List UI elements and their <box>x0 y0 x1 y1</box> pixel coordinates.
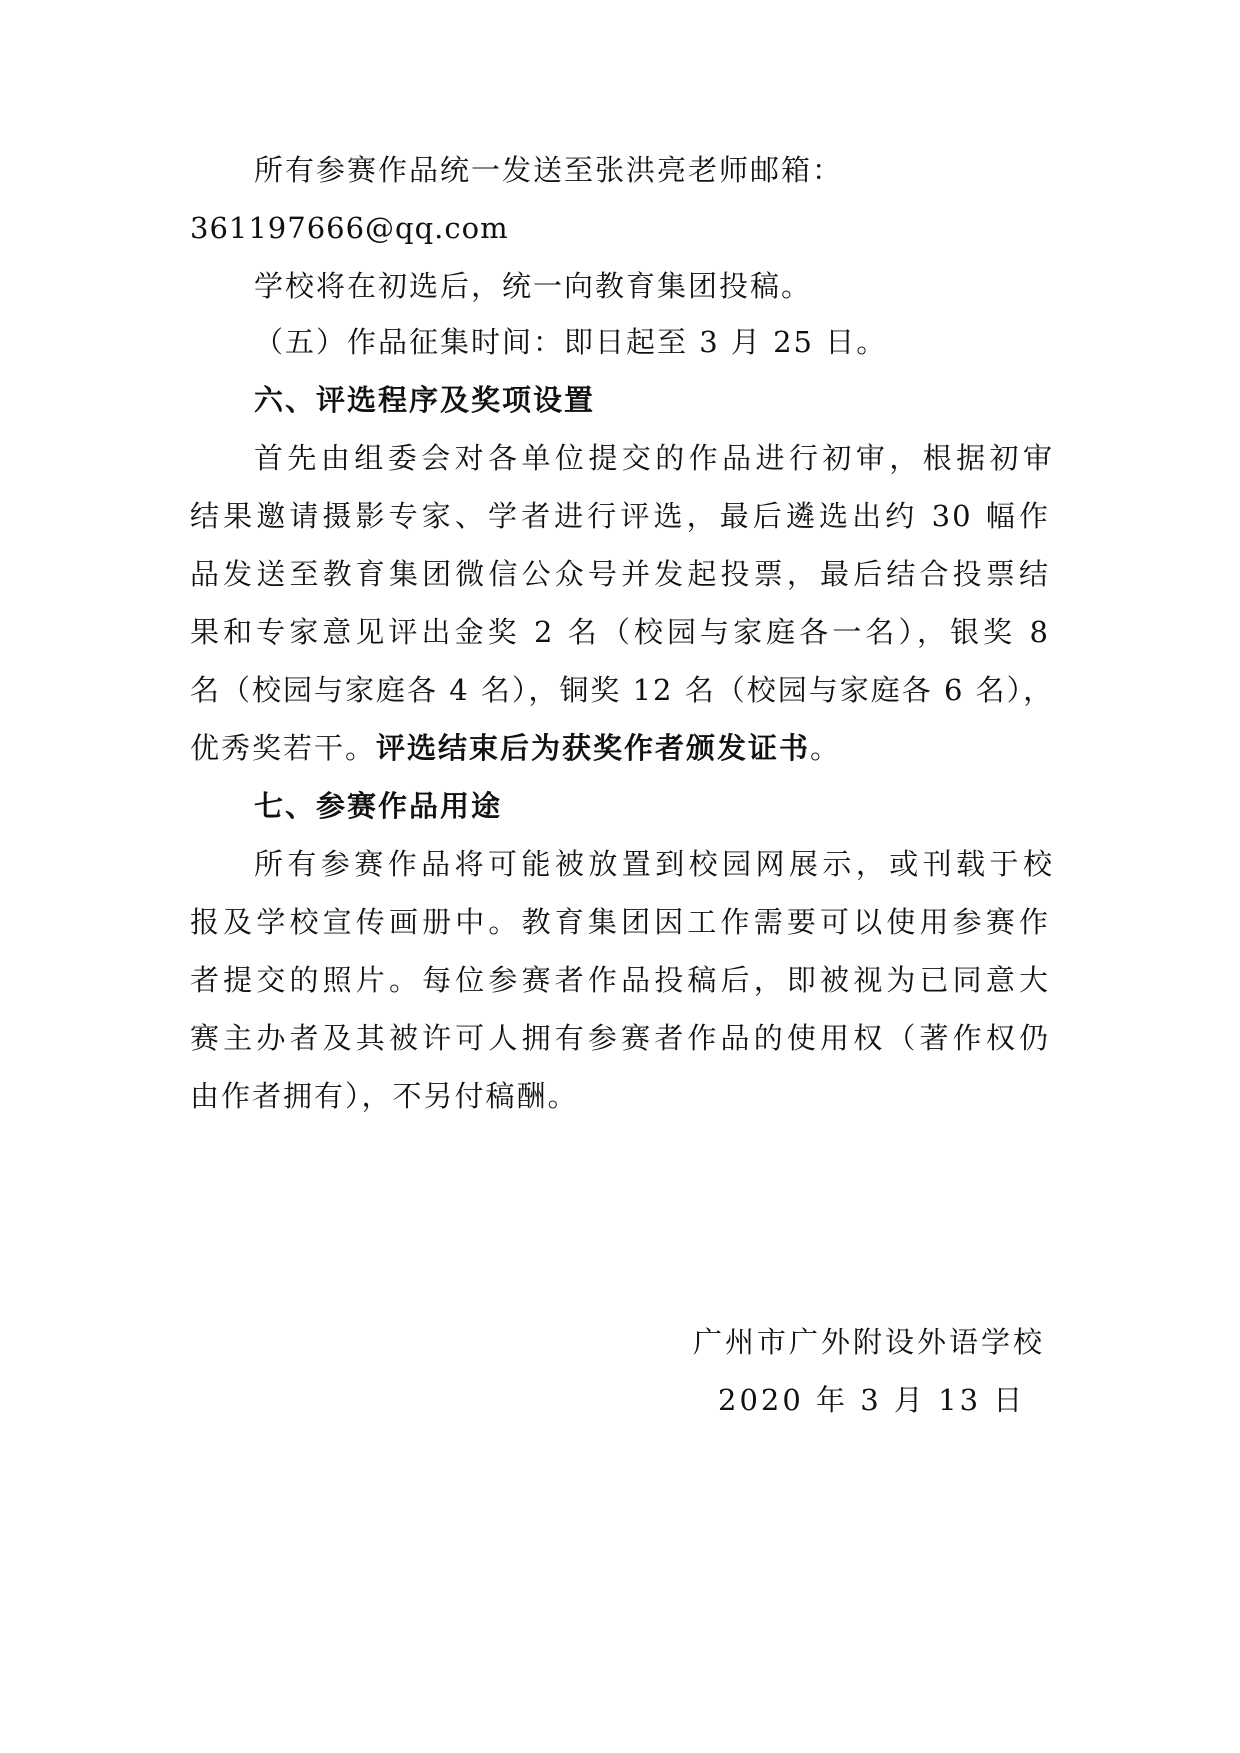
section-7-line-1: 所有参赛作品将可能被放置到校园网展示，或刊载于校 <box>254 847 1054 881</box>
section-7-heading: 七、参赛作品用途 <box>254 789 503 823</box>
section-6-line-2: 结果邀请摄影专家、学者进行评选，最后遴选出约 30 幅作 <box>190 499 1050 533</box>
section-7-line-3: 者提交的照片。每位参赛者作品投稿后，即被视为已同意大 <box>190 963 1050 997</box>
submission-email-address: 361197666@qq.com <box>190 211 509 245</box>
section-6-line-5: 名（校园与家庭各 4 名），铜奖 12 名（校园与家庭各 6 名）， <box>190 673 1055 707</box>
section-7-line-4: 赛主办者及其被许可人拥有参赛者作品的使用权（著作权仍 <box>190 1021 1050 1055</box>
section-6-line-6 <box>190 728 1060 768</box>
section-6-line-6-prefix: 优秀奖若干。 <box>190 731 377 765</box>
signature-date: 2020 年 3 月 13 日 <box>718 1383 1026 1417</box>
section-6-certificate-note: 评选结束后为获奖作者颁发证书 <box>376 731 811 765</box>
section-6-line-1: 首先由组委会对各单位提交的作品进行初审，根据初审 <box>254 441 1054 475</box>
submission-email-intro: 所有参赛作品统一发送至张洪亮老师邮箱： <box>254 153 844 187</box>
collection-time: （五）作品征集时间：即日起至 3 月 25 日。 <box>254 325 888 359</box>
school-submission-note: 学校将在初选后，统一向教育集团投稿。 <box>254 269 813 303</box>
section-6-line-6-suffix: 。 <box>810 731 842 765</box>
section-7-line-5: 由作者拥有），不另付稿酬。 <box>190 1079 579 1113</box>
section-6-line-4: 果和专家意见评出金奖 2 名（校园与家庭各一名），银奖 8 <box>190 615 1050 649</box>
signature-organization: 广州市广外附设外语学校 <box>692 1325 1045 1359</box>
section-6-heading: 六、评选程序及奖项设置 <box>254 383 596 417</box>
section-6-line-3: 品发送至教育集团微信公众号并发起投票，最后结合投票结 <box>190 557 1050 591</box>
section-7-line-2: 报及学校宣传画册中。教育集团因工作需要可以使用参赛作 <box>190 905 1050 939</box>
